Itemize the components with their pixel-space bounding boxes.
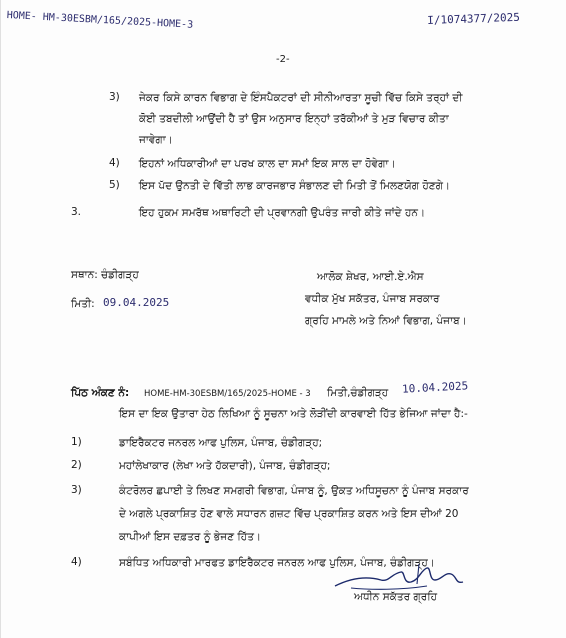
- recipient-line: ਡਾਇਰੈਕਟਰ ਜਨਰਲ ਆਫ ਪੁਲਿਸ, ਪੰਜਾਬ, ਚੰਡੀਗੜ੍ਹ;: [119, 437, 323, 449]
- recipient-line: ਸਬੰਧਿਤ ਅਧਿਕਾਰੀ ਮਾਰਫਤ ਡਾਇਰੈਕਟਰ ਜਨਰਲ ਆਫ ਪੁਲਿਸ, ਪੰਜਾਬ, ਚੰਡੀਗੜ੍ਹ।: [119, 557, 435, 569]
- point-number: 4): [109, 157, 120, 169]
- signatory-name: ਆਲੋਕ ਸ਼ੇਖਰ, ਆਈ.ਏ.ਐਸ: [317, 271, 424, 283]
- paragraph-text: ਇਹ ਹੁਕਮ ਸਮਰੱਥ ਅਥਾਰਿਟੀ ਦੀ ਪ੍ਰਵਾਨਗੀ ਉਪਰੰਤ ਜਾਰੀ ਕੀਤੇ ਜਾਂਦੇ ਹਨ।: [139, 207, 426, 219]
- endorsement-intro: ਇਸ ਦਾ ਇਕ ਉਤਾਰਾ ਹੇਠ ਲਿਖਿਆ ਨੂੰ ਸੂਚਨਾ ਅਤੇ ਲੋੜੀਂਦੀ ਕਾਰਵਾਈ ਹਿੱਤ ਭੇਜਿਆ ਜਾਂਦਾ ਹੈ:-: [119, 408, 468, 420]
- file-reference-left: HOME- HM-30ESBM/165/2025-HOME-3: [6, 10, 194, 31]
- recipient-number: 1): [71, 436, 82, 448]
- point-text-line: ਕੋਈ ਤਬਦੀਲੀ ਆਉਂਦੀ ਹੈ ਤਾਂ ਉਸ ਅਨੁਸਾਰ ਇਨ੍ਹਾਂ ਤਰੱਕੀਆਂ ਤੇ ਮੁੜ ਵਿਚਾਰ ਕੀਤਾ: [139, 113, 449, 125]
- paragraph-number: 3.: [71, 206, 82, 218]
- recipient-number: 3): [71, 484, 82, 496]
- point-text-line: ਇਹਨਾਂ ਅਧਿਕਾਰੀਆਂ ਦਾ ਪਰਖ ਕਾਲ ਦਾ ਸਮਾਂ ਇਕ ਸਾਲ ਦਾ ਹੋਵੇਗਾ।: [139, 158, 396, 170]
- endorsement-date-label: ਮਿਤੀ,ਚੰਡੀਗੜ੍ਹ: [327, 387, 389, 399]
- endorsement-label: ਪਿੱਠ ਅੰਕਣ ਨੰ:: [71, 387, 130, 399]
- recipient-line: ਕੰਟਰੋਲਰ ਛਪਾਈ ਤੇ ਲਿਖਣ ਸਮਗਰੀ ਵਿਭਾਗ, ਪੰਜਾਬ ਨੂੰ, ਉਕਤ ਅਧਿਸੂਚਨਾ ਨੂੰ ਪੰਜਾਬ ਸਰਕਾਰ: [119, 485, 469, 497]
- date-label: ਮਿਤੀ:: [71, 298, 95, 310]
- point-number: 3): [109, 91, 120, 103]
- endorsement-date-value: 10.04.2025: [401, 379, 469, 396]
- file-reference-right: I/1074377/2025: [427, 10, 521, 27]
- place-label: ਸਥਾਨ: ਚੰਡੀਗੜ੍ਹ: [71, 269, 139, 281]
- signatory-department: ਗ੍ਰਹਿ ਮਾਮਲੇ ਅਤੇ ਨਿਆਂ ਵਿਭਾਗ, ਪੰਜਾਬ।: [305, 315, 467, 327]
- page-number-mark: -2-: [276, 54, 290, 65]
- footer-designation: ਅਧੀਨ ਸਕੱਤਰ ਗ੍ਰਹਿ: [354, 591, 438, 603]
- point-number: 5): [109, 179, 120, 191]
- point-text-line: ਜਾਵੇਗਾ।: [139, 134, 173, 146]
- recipient-number: 4): [71, 556, 82, 568]
- recipient-line: ਦੇ ਅਗਲੇ ਪ੍ਰਕਾਸ਼ਿਤ ਹੋਣ ਵਾਲੇ ਸਧਾਰਨ ਗਜ਼ਟ ਵਿੱਚ ਪ੍ਰਕਾਸ਼ਿਤ ਕਰਨ ਅਤੇ ਇਸ ਦੀਆਂ 20: [119, 508, 459, 520]
- recipient-line: ਮਹਾਂਲੇਖਾਕਾਰ (ਲੇਖਾ ਅਤੇ ਹੱਕਦਾਰੀ), ਪੰਜਾਬ, ਚੰਡੀਗੜ੍ਹ;: [119, 460, 331, 472]
- recipient-line: ਕਾਪੀਆਂ ਇਸ ਦਫ਼ਤਰ ਨੂੰ ਭੇਜਣ ਹਿੱਤ।: [119, 531, 262, 543]
- signatory-designation: ਵਧੀਕ ਮੁੱਖ ਸਕੱਤਰ, ਪੰਜਾਬ ਸਰਕਾਰ: [305, 293, 440, 305]
- point-text-line: ਇਸ ਪੱਦ ਉਨਤੀ ਦੇ ਵਿੱਤੀ ਲਾਭ ਕਾਰਜਭਾਰ ਸੰਭਾਲਣ ਦੀ ਮਿਤੀ ਤੋਂ ਮਿਲਣਯੋਗ ਹੋਣਗੇ।: [139, 180, 451, 192]
- point-text-line: ਜੇਕਰ ਕਿਸੇ ਕਾਰਨ ਵਿਭਾਗ ਦੇ ਇੰਸਪੈਕਟਰਾਂ ਦੀ ਸੀਨੀਆਰਤਾ ਸੂਚੀ ਵਿੱਚ ਕਿਸੇ ਤਰ੍ਹਾਂ ਦੀ: [139, 92, 463, 104]
- recipient-number: 2): [71, 459, 82, 471]
- endorsement-reference: HOME-HM-30ESBM/165/2025-HOME - 3: [144, 389, 311, 399]
- issue-date-value: 09.04.2025: [103, 296, 170, 309]
